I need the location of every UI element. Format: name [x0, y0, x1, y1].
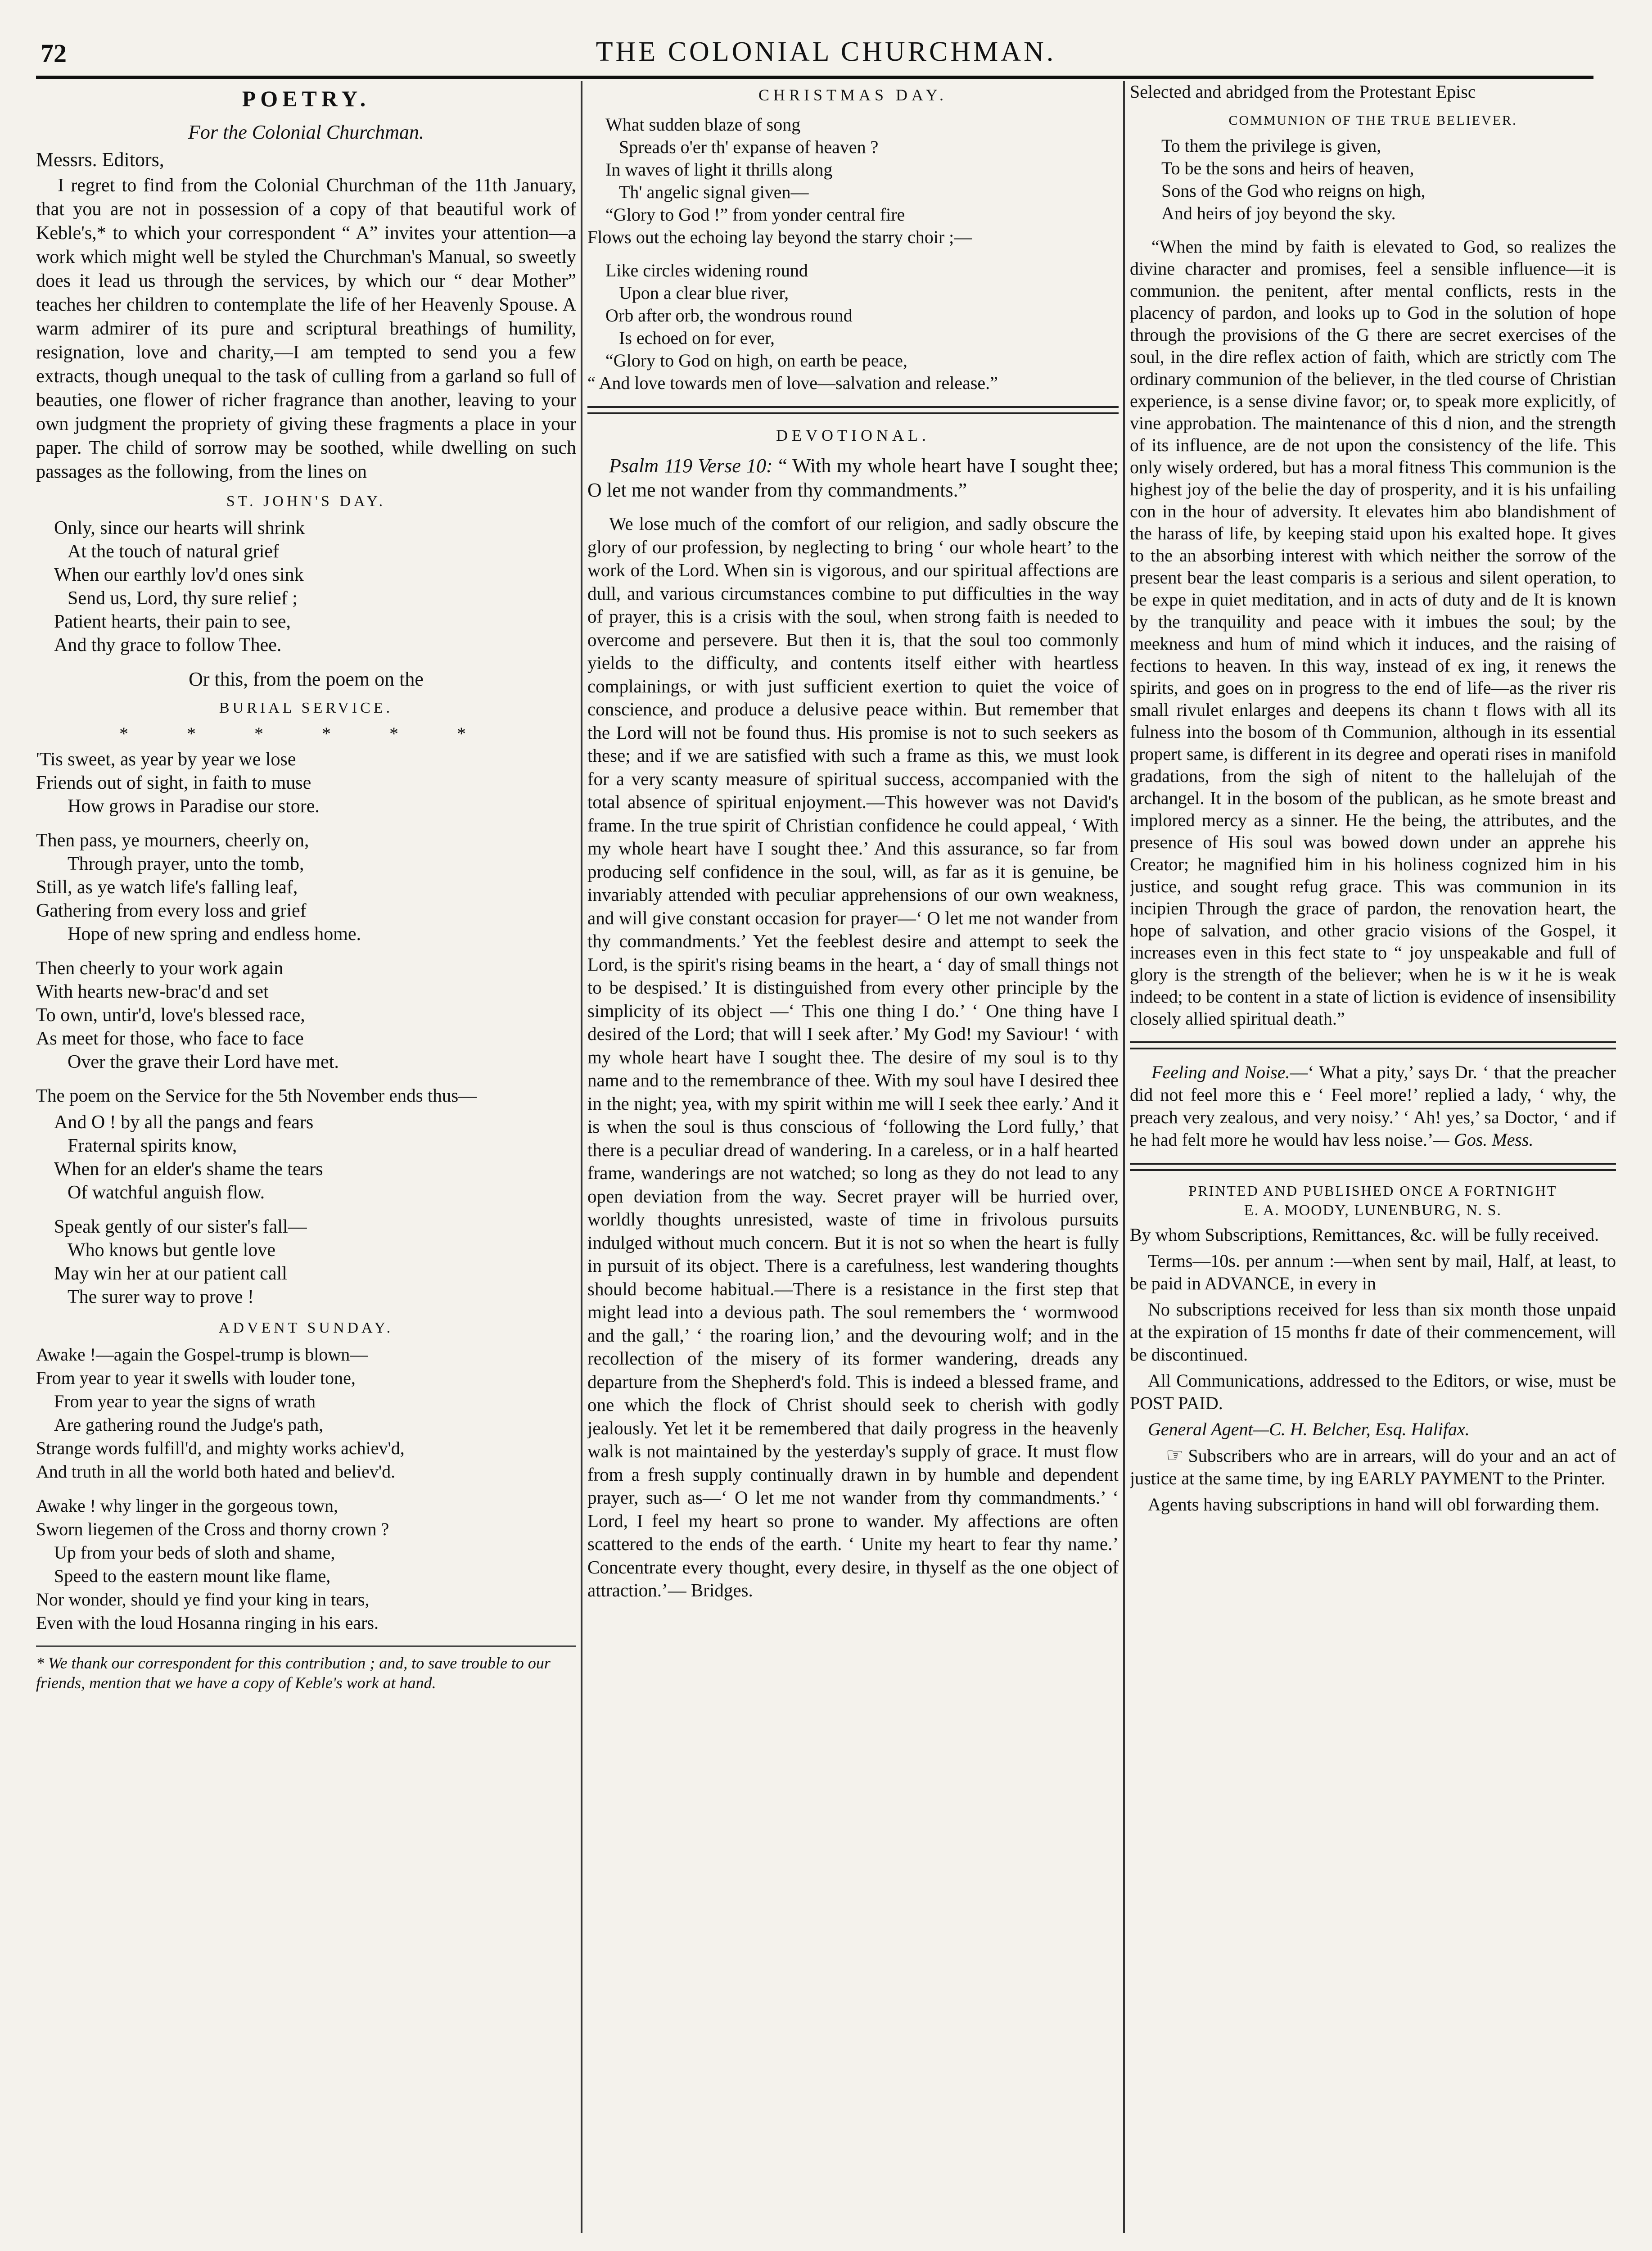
letter-body: I regret to find from the Colonial Churchman of the 11th January, that you are not in possession of a copy of that beautiful work of Keble's,* to which your correspondent “ A” invites your attention—a work which might well be styled the Churchman's Manual, so sweetly does it lead us through the services, by which our “ dear Mother” teaches her children to contemplate the life of her Heavenly Spouse. A warm admirer of its pure and scriptural breathings of humility, resignation, love and charity,—I am tempted to send you a few extracts, though unequal to the task of culling from a garland so full of beauties, one flower of richer fragrance than another, leaving to your own judgment the propriety of giving these fragments a place in your paper. The child of sorrow may be soothed, while dwelling on such passages as the following, from the lines on: [36, 175, 576, 482]
column-rule-left: [581, 81, 582, 2233]
source-note: Selected and abridged from the Protestant Episc: [1130, 81, 1476, 102]
poem-line: To them the privilege is given,: [1161, 136, 1381, 156]
imprint-subscriptions: By whom Subscriptions, Remittances, &c. will be fully received.: [1130, 1225, 1599, 1245]
poem-line: As meet for those, who face to face: [36, 1028, 304, 1049]
poem-line: From year to year it swells with louder tone,: [36, 1368, 356, 1388]
communion-poem: [1130, 135, 1616, 225]
poem-line: Then pass, ye mourners, cheerly on,: [36, 830, 309, 851]
poetry-byline: For the Colonial Churchman.: [188, 121, 424, 143]
poem-line: Sons of the God who reigns on high,: [1161, 181, 1426, 201]
column-communion: [1130, 81, 1616, 2233]
imprint-terms: Terms—10s. per annum :—when sent by mail, Half, at least, to be paid in ADVANCE, in every in: [1130, 1251, 1616, 1293]
imprint-publisher: E. A. MOODY, LUNENBURG, N. S.: [1244, 1202, 1502, 1219]
feeling-source: — Gos. Mess.: [1433, 1130, 1534, 1150]
psalm-verse: [587, 454, 1119, 502]
communion-title: COMMUNION OF THE TRUE BELIEVER.: [1228, 113, 1517, 128]
poem-line: Then cheerly to your work again: [36, 958, 284, 979]
pointing-hand-icon: ☞: [1166, 1444, 1184, 1466]
poem-line: Flows out the echoing lay beyond the starry choir ;—: [587, 227, 972, 247]
poem-line: Friends out of sight, in faith to muse: [36, 773, 311, 793]
communion-body: “When the mind by faith is elevated to God, so realizes the divine character and promises, feel a sensible influence—it is communion. the penitent, after mental conflicts, rests in the placency of pardon, and looks up to God in the solution of hope through the provisions of the G there are secret exercises of the soul, in the dire reflex action of faith, which are strictly com The ordinary communion of the believer, in the tled course of Christian experience, is a sense divine favor; or, to speak more explicitly, of vine approbation. The maintenance of this d nion, and the strength of its influence, are de not upon the consistency of the life. This only wisely ordered, but has a moral fitness This communion is the highest joy of the belie the day of prosperity, and it is his unfailing con in the hour of adversity. It elevates him abo blandishment of the harass of life, by keeping staid upon his exalted hope. It gives to the an absorbing interest with which neither the sorrow of the present bear the least comparis is a serious and silent operation, to be expe in quiet meditation, and in acts of duty and de It is known by the tranquility and peace with it imbues the soul; by the meekness and hum of mind which it induces, and the raising of fections to heaven. In this way, instead of ex ing, it renews the spirits, and goes on in progress to the end of life—as the river ris small rivulet enlarges and deepens its chann t flows with all its fulness into the bosom of th Communion, although in its essential propert same, is different in its degree and operati rises in manifold gradations, from the sigh of nitent to the hallelujah of the archangel. It in the bosom of the publican, as he smote breast and implored mercy as a sinner. He the being, the attributes, and the presence of His soul was bowed down under an apprehe his Creator; he magnified him in his holiness cognized him in his justice, and sought refug grace. This was communion in its incipien Through the grace of pardon, the renovation heart, the hope of salvation, and other gracio visions of the Gospel, it increases even in this fect state to “ joy unspeakable and full of glory is the strength of the believer; when he is w it he is weak indeed; to be content in a state of liction is evidence of insensibility closely allied spiritual death.”: [1130, 236, 1616, 1029]
poem-line: In waves of light it thrills along: [605, 159, 833, 180]
poem-line: Still, as ye watch life's falling leaf,: [36, 877, 298, 898]
poem-line: Sworn liegemen of the Cross and thorny crown ?: [36, 1519, 389, 1539]
section-stars: * * * * * *: [119, 723, 493, 744]
poem-line: Through prayer, unto the tomb,: [68, 854, 304, 874]
transition-text: Or this, from the poem on the: [189, 668, 424, 690]
christmas-day-title: CHRISTMAS DAY.: [758, 86, 948, 104]
transition-text-november: The poem on the Service for the 5th November ends thus—: [36, 1085, 477, 1106]
poem-line: Of watchful anguish flow.: [68, 1182, 265, 1203]
poem-line: Spreads o'er th' expanse of heaven ?: [619, 137, 879, 157]
poem-line: At the touch of natural grief: [68, 541, 279, 562]
poem-line: May win her at our patient call: [54, 1263, 287, 1284]
poem-line: Who knows but gentle love: [68, 1240, 275, 1261]
column-poetry: [36, 81, 576, 2233]
poem-line: “Glory to God !” from yonder central fire: [605, 204, 905, 225]
poem-line: Th' angelic signal given—: [619, 182, 809, 202]
column-rule-right: [1123, 81, 1125, 2233]
imprint-general-agent: General Agent—C. H. Belcher, Esq. Halifax.: [1148, 1419, 1470, 1439]
poem-line: 'Tis sweet, as year by year we lose: [36, 749, 296, 770]
header-rule: [36, 76, 1593, 79]
poem-line: When our earthly lov'd ones sink: [54, 565, 304, 585]
page-number: 72: [41, 39, 67, 68]
poem-line: Nor wonder, should ye find your king in tears,: [36, 1589, 370, 1609]
poem-line: To be the sons and heirs of heaven,: [1161, 158, 1414, 178]
poem-line: Over the grave their Lord have met.: [68, 1052, 339, 1072]
psalm-text: “ With my whole heart have I sought thee; O let me not wander from thy commandments.”: [587, 455, 1119, 501]
poem-title-advent-sunday: ADVENT SUNDAY.: [218, 1320, 394, 1336]
poem-line: Orb after orb, the wondrous round: [605, 305, 853, 325]
poem-line: Send us, Lord, thy sure relief ;: [68, 588, 298, 609]
poem-line: Patient hearts, their pain to see,: [54, 611, 291, 632]
psalm-reference: Psalm 119 Verse 10:: [609, 455, 773, 477]
poem-line: Are gathering round the Judge's path,: [54, 1415, 324, 1435]
section-divider: [587, 406, 1119, 414]
poem-line: Strange words fulfill'd, and mighty works achiev'd,: [36, 1438, 405, 1458]
christmas-stanza-1: [587, 113, 1119, 249]
poem-advent-stanza-1: [36, 1343, 576, 1483]
poem-line: Gathering from every loss and grief: [36, 900, 307, 921]
page-header: [36, 36, 1616, 72]
poem-line: Only, since our hearts will shrink: [54, 518, 305, 538]
editor-footnote: * We thank our correspondent for this contribution ; and, to save trouble to our friends, mention that we have a copy of Keble's work at hand.: [36, 1645, 576, 1693]
poem-line: Speak gently of our sister's fall—: [54, 1216, 307, 1237]
devotional-body: We lose much of the comfort of our religion, and sadly obscure the glory of our profession, by neglecting to bring ‘ our whole heart’ to the work of the Lord. When sin is vigorous, and our spiritual affections are dull, and various circumstances combine to put difficulties in the way of prayer, this is a crisis with the soul, when strong faith is needed to overcome and persevere. But then it is, that the soul too commonly yields to the difficulty, and contents itself either with heartless complainings, or with just sufficient exertion to quiet the voice of conscience, and produce a delusive peace within. But remember that the Lord will not be found thus. His promise is not to such seekers as these; and if we are satisfied with such a frame as this, we must look for a very scanty measure of spiritual success, accompanied with the total absence of spiritual enjoyment.—This however was not David's frame. In the true spirit of Christian confidence he could appeal, ‘ With my whole heart have I sought thee.’ And this assurance, so far from producing self confidence in the soul, will, as far as it is genuine, be invariably attended with peculiar apprehensions of our own weakness, and will give constant occasion for prayer—‘ O let me not wander from thy commandments.’ Yet the feeblest desire and attempt to seek the Lord, is the spirit's rising beams in the heart, a ‘ day of small things not to be despised.’ It is distinguished from every other principle by the simplicity of its object —‘ This one thing I do.’ ‘ One thing have I desired of the Lord; that will I seek after.’ My God! my Saviour! ‘ with my whole heart have I sought thee. The desire of my soul is to thy name and to the remembrance of thee. With my soul have I desired thee in the night; yea, with my spirit within me will I seek thee early.’ And it is when the soul is thus conscious of ‘following the Lord fully,’ that there is a peculiar dread of wandering. In a careless, or in a half hearted frame, wanderings are not watched; so long as they do not lead to any open deviation from the way. Secret prayer will be hurried over, worldly thoughts unresisted, waste of time in frivolous pursuits indulged without much concern. But it is not so when the heart is fully in pursuit of its object. There is a carefulness, lest wandering thoughts should become habitual.—There is a resistance in the first step that might lead into a devious path. The soul remembers the ‘ wormwood and the gall,’ ‘ the roaring lion,’ and the devouring wolf; and in the recollection of the misery of its former wandering, dreads any departure from the Shepherd's fold. This is indeed a blessed frame, and one which the flock of Christ should seek to cherish with godly jealously. Yet let it be remembered that daily progress in the heavenly walk is not maintained by the yesterday's supply of grace. It must flow from a fresh supply continually drawn in by humble and dependent prayer, such as—‘ O let me not wander from thy commandments.’ ‘ Lord, I feel my heart so prone to wander. My affections are often scattered to the ends of the earth. ‘ Unite my heart to fear thy name.’ Concentrate every thought, every desire, in thyself as the one object of attraction.’— Bridges.: [587, 513, 1119, 1600]
letter-salutation: Messrs. Editors,: [36, 149, 164, 171]
poem-line: With hearts new-brac'd and set: [36, 981, 269, 1002]
feeling-title: Feeling and Noise.: [1151, 1062, 1290, 1082]
poem-line: Like circles widening round: [605, 260, 808, 280]
poem-line: Awake !—again the Gospel-trump is blown—: [36, 1344, 368, 1365]
poem-line: And heirs of joy beyond the sky.: [1161, 203, 1396, 223]
poem-line: From year to year the signs of wrath: [54, 1391, 316, 1411]
poem-burial-stanza-3: [36, 957, 576, 1074]
poem-burial-stanza-1: [36, 748, 576, 818]
poem-line: To own, untir'd, love's blessed race,: [36, 1005, 305, 1026]
poem-november-stanza-1: [36, 1111, 576, 1204]
poem-line: Upon a clear blue river,: [619, 283, 789, 303]
poem-line: And truth in all the world both hated and believ'd.: [36, 1461, 396, 1482]
poem-line: “Glory to God on high, on earth be peace,: [605, 350, 907, 371]
poem-line: What sudden blaze of song: [605, 114, 801, 135]
poem-line: Speed to the eastern mount like flame,: [54, 1566, 331, 1586]
poem-line: How grows in Paradise our store.: [68, 796, 320, 817]
imprint-heading: PRINTED AND PUBLISHED ONCE A FORTNIGHT: [1188, 1183, 1557, 1199]
poem-line: When for an elder's shame the tears: [54, 1159, 323, 1180]
poem-november-stanza-2: [36, 1215, 576, 1309]
poem-burial-stanza-2: [36, 829, 576, 946]
poem-line: Is echoed on for ever,: [619, 328, 775, 348]
imprint-minimum: No subscriptions received for less than six month those unpaid at the expiration of 15 months fr date of their commencement, will be discontinued.: [1130, 1299, 1616, 1365]
section-divider: [1130, 1041, 1616, 1049]
poetry-heading: POETRY.: [242, 86, 370, 111]
poem-advent-stanza-2: [36, 1494, 576, 1635]
imprint-arrears: [1130, 1444, 1616, 1490]
imprint-communications: All Communications, addressed to the Editors, or wise, must be POST PAID.: [1130, 1370, 1616, 1413]
column-devotional: [587, 81, 1119, 2233]
christmas-stanza-2: [587, 259, 1119, 394]
poem-st-johns-day: [36, 516, 576, 657]
poem-line: The surer way to prove !: [68, 1287, 254, 1307]
poem-line: Up from your beds of sloth and shame,: [54, 1542, 335, 1563]
imprint-agents: Agents having subscriptions in hand will obl forwarding them.: [1148, 1494, 1600, 1514]
poem-title-st-johns-day: ST. JOHN'S DAY.: [226, 493, 386, 510]
devotional-title: DEVOTIONAL.: [776, 426, 930, 444]
section-divider: [1130, 1163, 1616, 1171]
feeling-text: —‘ What a pity,’ says Dr. ‘ that the preacher did not feel more this e ‘ Feel more!’ replied a lady, ‘ why, the preach very zealous, and very noisy.’ ‘ Ah! yes,’ sa Doctor, ‘ and if he had felt more he would hav less noise.’: [1130, 1062, 1616, 1150]
poem-line: And thy grace to follow Thee.: [54, 635, 282, 655]
poem-line: Even with the loud Hosanna ringing in his ears.: [36, 1613, 379, 1633]
poem-line: Fraternal spirits know,: [68, 1135, 237, 1156]
poem-line: Awake ! why linger in the gorgeous town,: [36, 1496, 339, 1516]
poem-title-burial-service: BURIAL SERVICE.: [219, 700, 393, 716]
poem-line: And O ! by all the pangs and fears: [54, 1112, 314, 1133]
masthead: THE COLONIAL CHURCHMAN.: [596, 36, 1056, 67]
poem-line: Hope of new spring and endless home.: [68, 924, 361, 945]
arrears-text: Subscribers who are in arrears, will do your and an act of justice at the same time, by ing EARLY PAYMENT to the Printer.: [1130, 1446, 1616, 1488]
poem-line: “ And love towards men of love—salvation and release.”: [587, 373, 998, 393]
feeling-and-noise: [1130, 1061, 1616, 1151]
